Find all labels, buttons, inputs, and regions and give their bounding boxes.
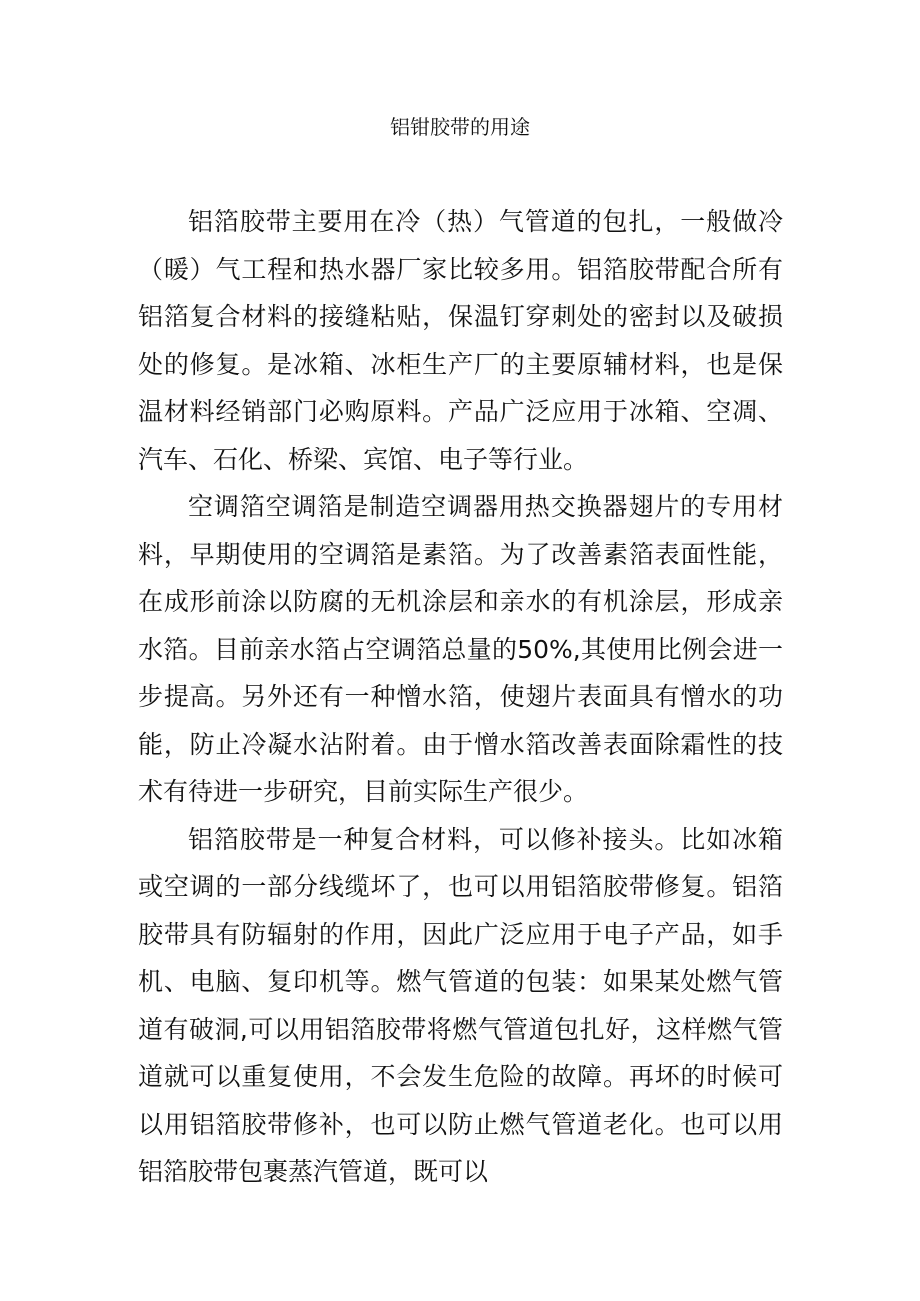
- paragraph-1: 铝箔胶带主要用在冷（热）气管道的包扎，一般做冷（暖）气工程和热水器厂家比较多用。铝箔胶带配合所有铝箔复合材料的接缝粘贴，保温钉穿刺处的密封以及破损处的修复。是冰箱、冰柜生产厂的主要原辅材料，也是保温材料经销部门必购原料。产品广泛应用于冰箱、空凋、汽车、石化、桥梁、宾馆、电子等行业。: [138, 207, 783, 474]
- paragraph-2: 空调箔空调箔是制造空调器用热交换器翅片的专用材料，早期使用的空调箔是素箔。为了改善素箔表面性能，在成形前涂以防腐的无机涂层和亲水的有机涂层，形成亲水箔。目前亲水箔占空调箔总量的50%,其使用比例会进一步提高。另外还有一种憎水箔，使翅片表面具有憎水的功能，防止冷凝水沾附着。由于憎水箔改善表面除霜性的技术有待进一步研究，目前实际生产很少。: [138, 492, 783, 806]
- document-body: [138, 198, 783, 1196]
- document-title: 铝钳胶带的用途: [390, 115, 530, 139]
- paragraph-3: 铝箔胶带是一种复合材料，可以修补接头。比如冰箱或空调的一部分线缆坏了，也可以用铝箔胶带修复。铝箔胶带具有防辐射的作用，因此广泛应用于电子产品，如手机、电脑、复印机等。燃气管道的包装：如果某处燃气管道有破洞,可以用铝箔胶带将燃气管道包扎好，这样燃气管道就可以重复使用，不会发生危险的故障。再坏的时候可以用铝箔胶带修补，也可以防止燃气管道老化。也可以用铝箔胶带包裹蒸汽管道，既可以: [138, 824, 783, 1186]
